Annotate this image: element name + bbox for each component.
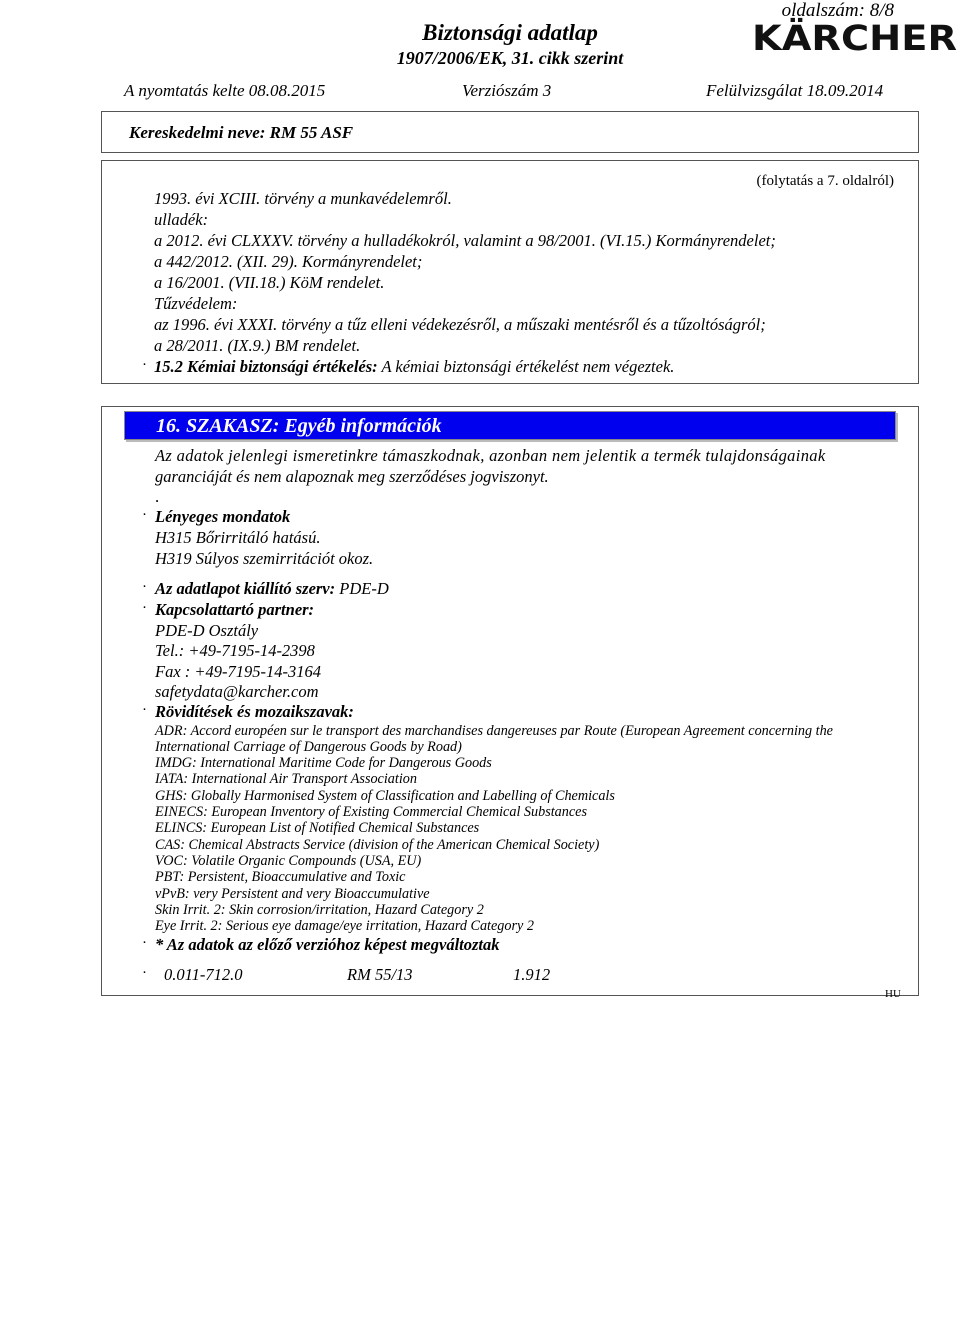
- section-16-header: [124, 411, 896, 440]
- footer-code: 1.912: [513, 965, 551, 984]
- abbreviation-line: CAS: Chemical Abstracts Service (division of the American Chemical Society): [155, 837, 600, 853]
- abbreviation-line: EINECS: European Inventory of Existing Commercial Chemical Substances: [155, 804, 587, 820]
- bullet: ·: [142, 702, 147, 718]
- abbreviation-line: Eye Irrit. 2: Serious eye damage/eye irritation, Hazard Category 2: [155, 918, 534, 934]
- trade-name-box: [101, 111, 919, 153]
- bullet: ·: [142, 507, 147, 523]
- karcher-logo: [752, 16, 960, 58]
- issuer-label: Az adatlapot kiállító szerv:: [155, 579, 336, 598]
- abbreviation-line: PBT: Persistent, Bioaccumulative and Toxic: [155, 869, 406, 885]
- abbreviation-line: International Carriage of Dangerous Goods by Road): [155, 739, 462, 755]
- chemical-safety-assessment: [154, 357, 674, 377]
- bullet: ·: [142, 357, 147, 373]
- intro-text: Az adatok jelenlegi ismeretinkre támaszkodnak, azonban nem jelentik a termék tulajdonságainak: [155, 446, 826, 465]
- print-date: A nyomtatás kelte 08.08.2015: [124, 81, 326, 100]
- footer-code: RM 55/13: [347, 965, 413, 984]
- svg-text:KÄRCHER: KÄRCHER: [752, 19, 939, 58]
- changes-note: * Az adatok az előző verzióhoz képest megváltoztak: [155, 935, 500, 954]
- hazard-phrase: H315 Bőrirritáló hatású.: [155, 528, 321, 547]
- regulation-line: a 16/2001. (VII.18.) KöM rendelet.: [154, 273, 385, 292]
- abbreviation-line: GHS: Globally Harmonised System of Classification and Labelling of Chemicals: [155, 788, 615, 804]
- abbreviation-line: IATA: International Air Transport Association: [155, 771, 417, 787]
- abbreviation-line: VOC: Volatile Organic Compounds (USA, EU): [155, 853, 422, 869]
- trade-name: Kereskedelmi neve: RM 55 ASF: [129, 123, 354, 142]
- bullet: ·: [142, 935, 147, 951]
- contact-line: PDE-D Osztály: [155, 621, 259, 640]
- page-number: oldalszám: 8/8: [781, 0, 894, 21]
- abbreviation-line: ELINCS: European List of Notified Chemical Substances: [155, 820, 480, 836]
- separator-dot: .: [155, 487, 160, 506]
- regulation-line: a 2012. évi CLXXXV. törvény a hulladékokról, valamint a 98/2001. (VI.15.) Kormányrendelet;: [154, 231, 776, 250]
- abbreviation-line: Skin Irrit. 2: Skin corrosion/irritation, Hazard Category 2: [155, 902, 484, 918]
- contact-line: Fax : +49-7195-14-3164: [155, 662, 322, 681]
- regulation-line: az 1996. évi XXXI. törvény a tűz elleni védekezésről, a műszaki mentésről és a tűzoltóságról;: [154, 315, 766, 334]
- bullet: ·: [142, 965, 147, 981]
- section-15-box: [101, 160, 919, 384]
- continued-note: (folytatás a 7. oldalról): [756, 173, 894, 189]
- regulation-line: ulladék:: [154, 210, 209, 229]
- abbreviation-line: IMDG: International Maritime Code for Dangerous Goods: [155, 755, 492, 771]
- hazard-phrase: H319 Súlyos szemirritációt okoz.: [155, 549, 374, 568]
- regulation-line: 1993. évi XCIII. törvény a munkavédelemről.: [154, 189, 452, 208]
- regulation-line: a 442/2012. (XII. 29). Kormányrendelet;: [154, 252, 423, 271]
- abbreviation-line: vPvB: very Persistent and very Bioaccumulative: [155, 886, 430, 902]
- abbreviation-line: ADR: Accord européen sur le transport des marchandises dangereuses par Route (European Agreement concerning the: [155, 723, 833, 739]
- document-subtitle: 1907/2006/EK, 31. cikk szerint: [396, 48, 624, 68]
- version-number: Verziószám 3: [462, 81, 552, 100]
- regulation-line: a 28/2011. (IX.9.) BM rendelet.: [154, 336, 361, 355]
- section-16-title: 16. SZAKASZ: Egyéb információk: [156, 415, 442, 437]
- relevant-phrases-label: Lényeges mondatok: [155, 507, 291, 526]
- issuer-value: PDE-D: [339, 579, 389, 598]
- contact-email: safetydata@karcher.com: [155, 682, 319, 701]
- revision-date: Felülvizsgálat 18.09.2014: [706, 81, 884, 100]
- abbreviations-label: Rövidítések és mozaikszavak:: [155, 702, 354, 721]
- section-16-box: [101, 406, 919, 996]
- footer-code: 0.011-712.0: [164, 965, 243, 984]
- csa-label: 15.2 Kémiai biztonsági értékelés:: [154, 357, 378, 376]
- regulation-line: Tűzvédelem:: [154, 294, 238, 313]
- intro-text: garanciáját és nem alapoznak meg szerződéses jogviszonyt.: [155, 467, 549, 486]
- bullet: ·: [142, 579, 147, 595]
- contact-line: Tel.: +49-7195-14-2398: [155, 641, 315, 660]
- csa-text: A kémiai biztonsági értékelést nem végeztek.: [381, 357, 675, 376]
- document-title: Biztonsági adatlap: [422, 20, 598, 45]
- bullet: ·: [142, 600, 147, 616]
- country-code: HU: [885, 988, 901, 1000]
- issuer: [155, 579, 389, 599]
- contact-label: Kapcsolattartó partner:: [155, 600, 315, 619]
